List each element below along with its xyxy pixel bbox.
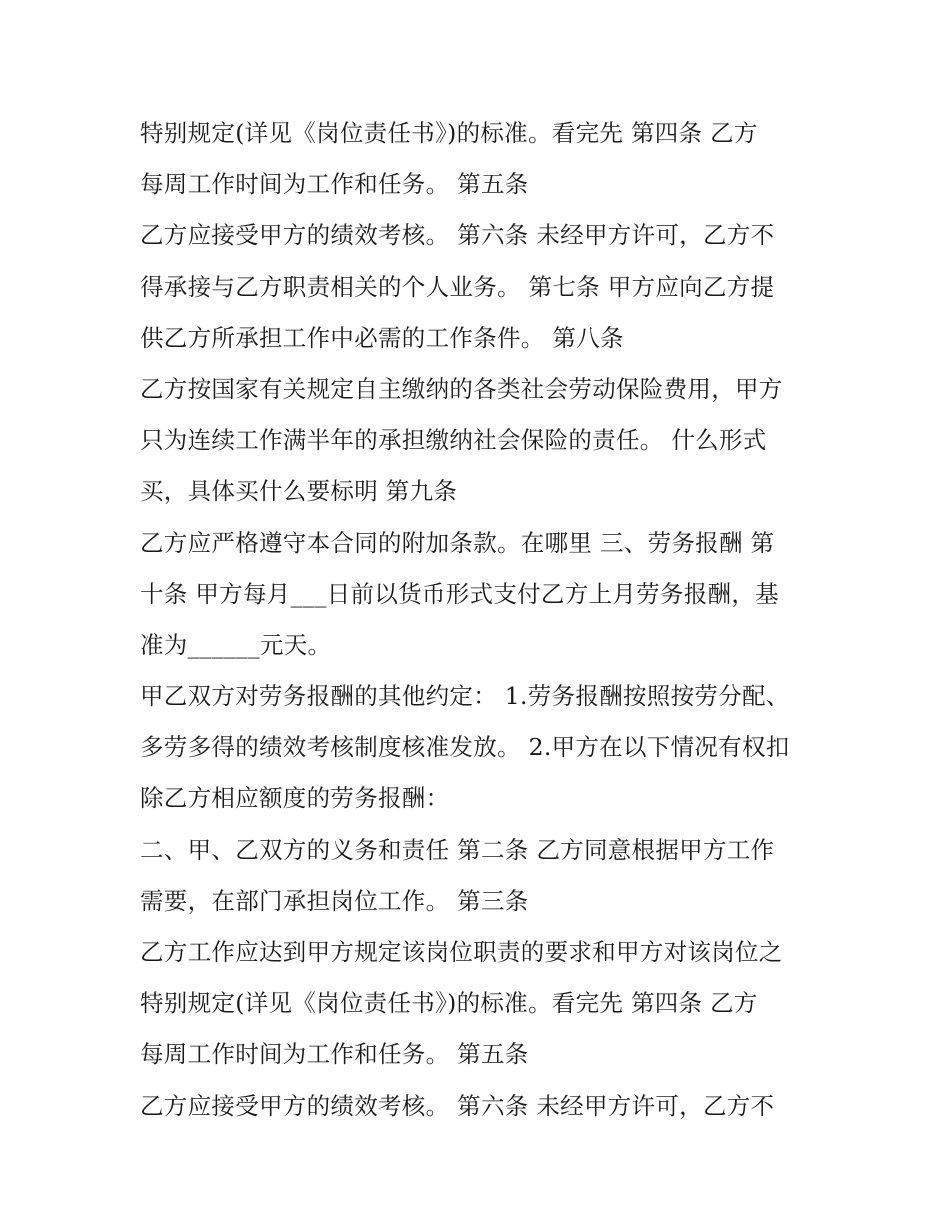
- text-line: 乙方应接受甲方的绩效考核。 第六条 未经甲方许可，乙方不: [140, 221, 775, 250]
- text-line: 甲乙双方对劳务报酬的其他约定： 1.劳务报酬按照按劳分配、: [140, 682, 790, 711]
- text-line: 十条 甲方每月___日前以货币形式支付乙方上月劳务报酬，基: [140, 579, 779, 608]
- text-line: 乙方按国家有关规定自主缴纳的各类社会劳动保险费用，甲方: [140, 374, 783, 403]
- text-line: 只为连续工作满半年的承担缴纳社会保险的责任。 什么形式: [140, 426, 767, 455]
- text-line: 每周工作时间为工作和任务。 第五条: [140, 170, 529, 199]
- text-line: 得承接与乙方职责相关的个人业务。 第七条 甲方应向乙方提: [140, 272, 775, 301]
- text-line: 供乙方所承担工作中必需的工作条件。 第八条: [140, 323, 624, 352]
- document-body: [140, 108, 820, 1132]
- text-line: 特别规定(详见《岗位责任书》)的标准。看完先 第四条 乙方: [140, 119, 758, 147]
- text-line: 买，具体买什么要标明 第九条: [140, 477, 458, 506]
- text-line: 除乙方相应额度的劳务报酬：: [140, 784, 450, 813]
- text-line: 每周工作时间为工作和任务。 第五条: [140, 1040, 529, 1069]
- text-line: 乙方工作应达到甲方规定该岗位职责的要求和甲方对该岗位之: [140, 938, 783, 966]
- text-line: 乙方应接受甲方的绩效考核。 第六条 未经甲方许可，乙方不: [140, 1091, 775, 1120]
- text-line: 需要，在部门承担岗位工作。 第三条: [140, 886, 529, 915]
- text-line: 准为______元天。: [140, 630, 332, 659]
- text-line: 特别规定(详见《岗位责任书》)的标准。看完先 第四条 乙方: [140, 989, 758, 1018]
- text-line: 多劳多得的绩效考核制度核准发放。 2.甲方在以下情况有权扣: [140, 733, 790, 762]
- text-line: 乙方应严格遵守本合同的附加条款。在哪里 三、劳务报酬 第: [140, 528, 775, 557]
- text-line: 二、甲、乙双方的义务和责任 第二条 乙方同意根据甲方工作: [140, 835, 775, 864]
